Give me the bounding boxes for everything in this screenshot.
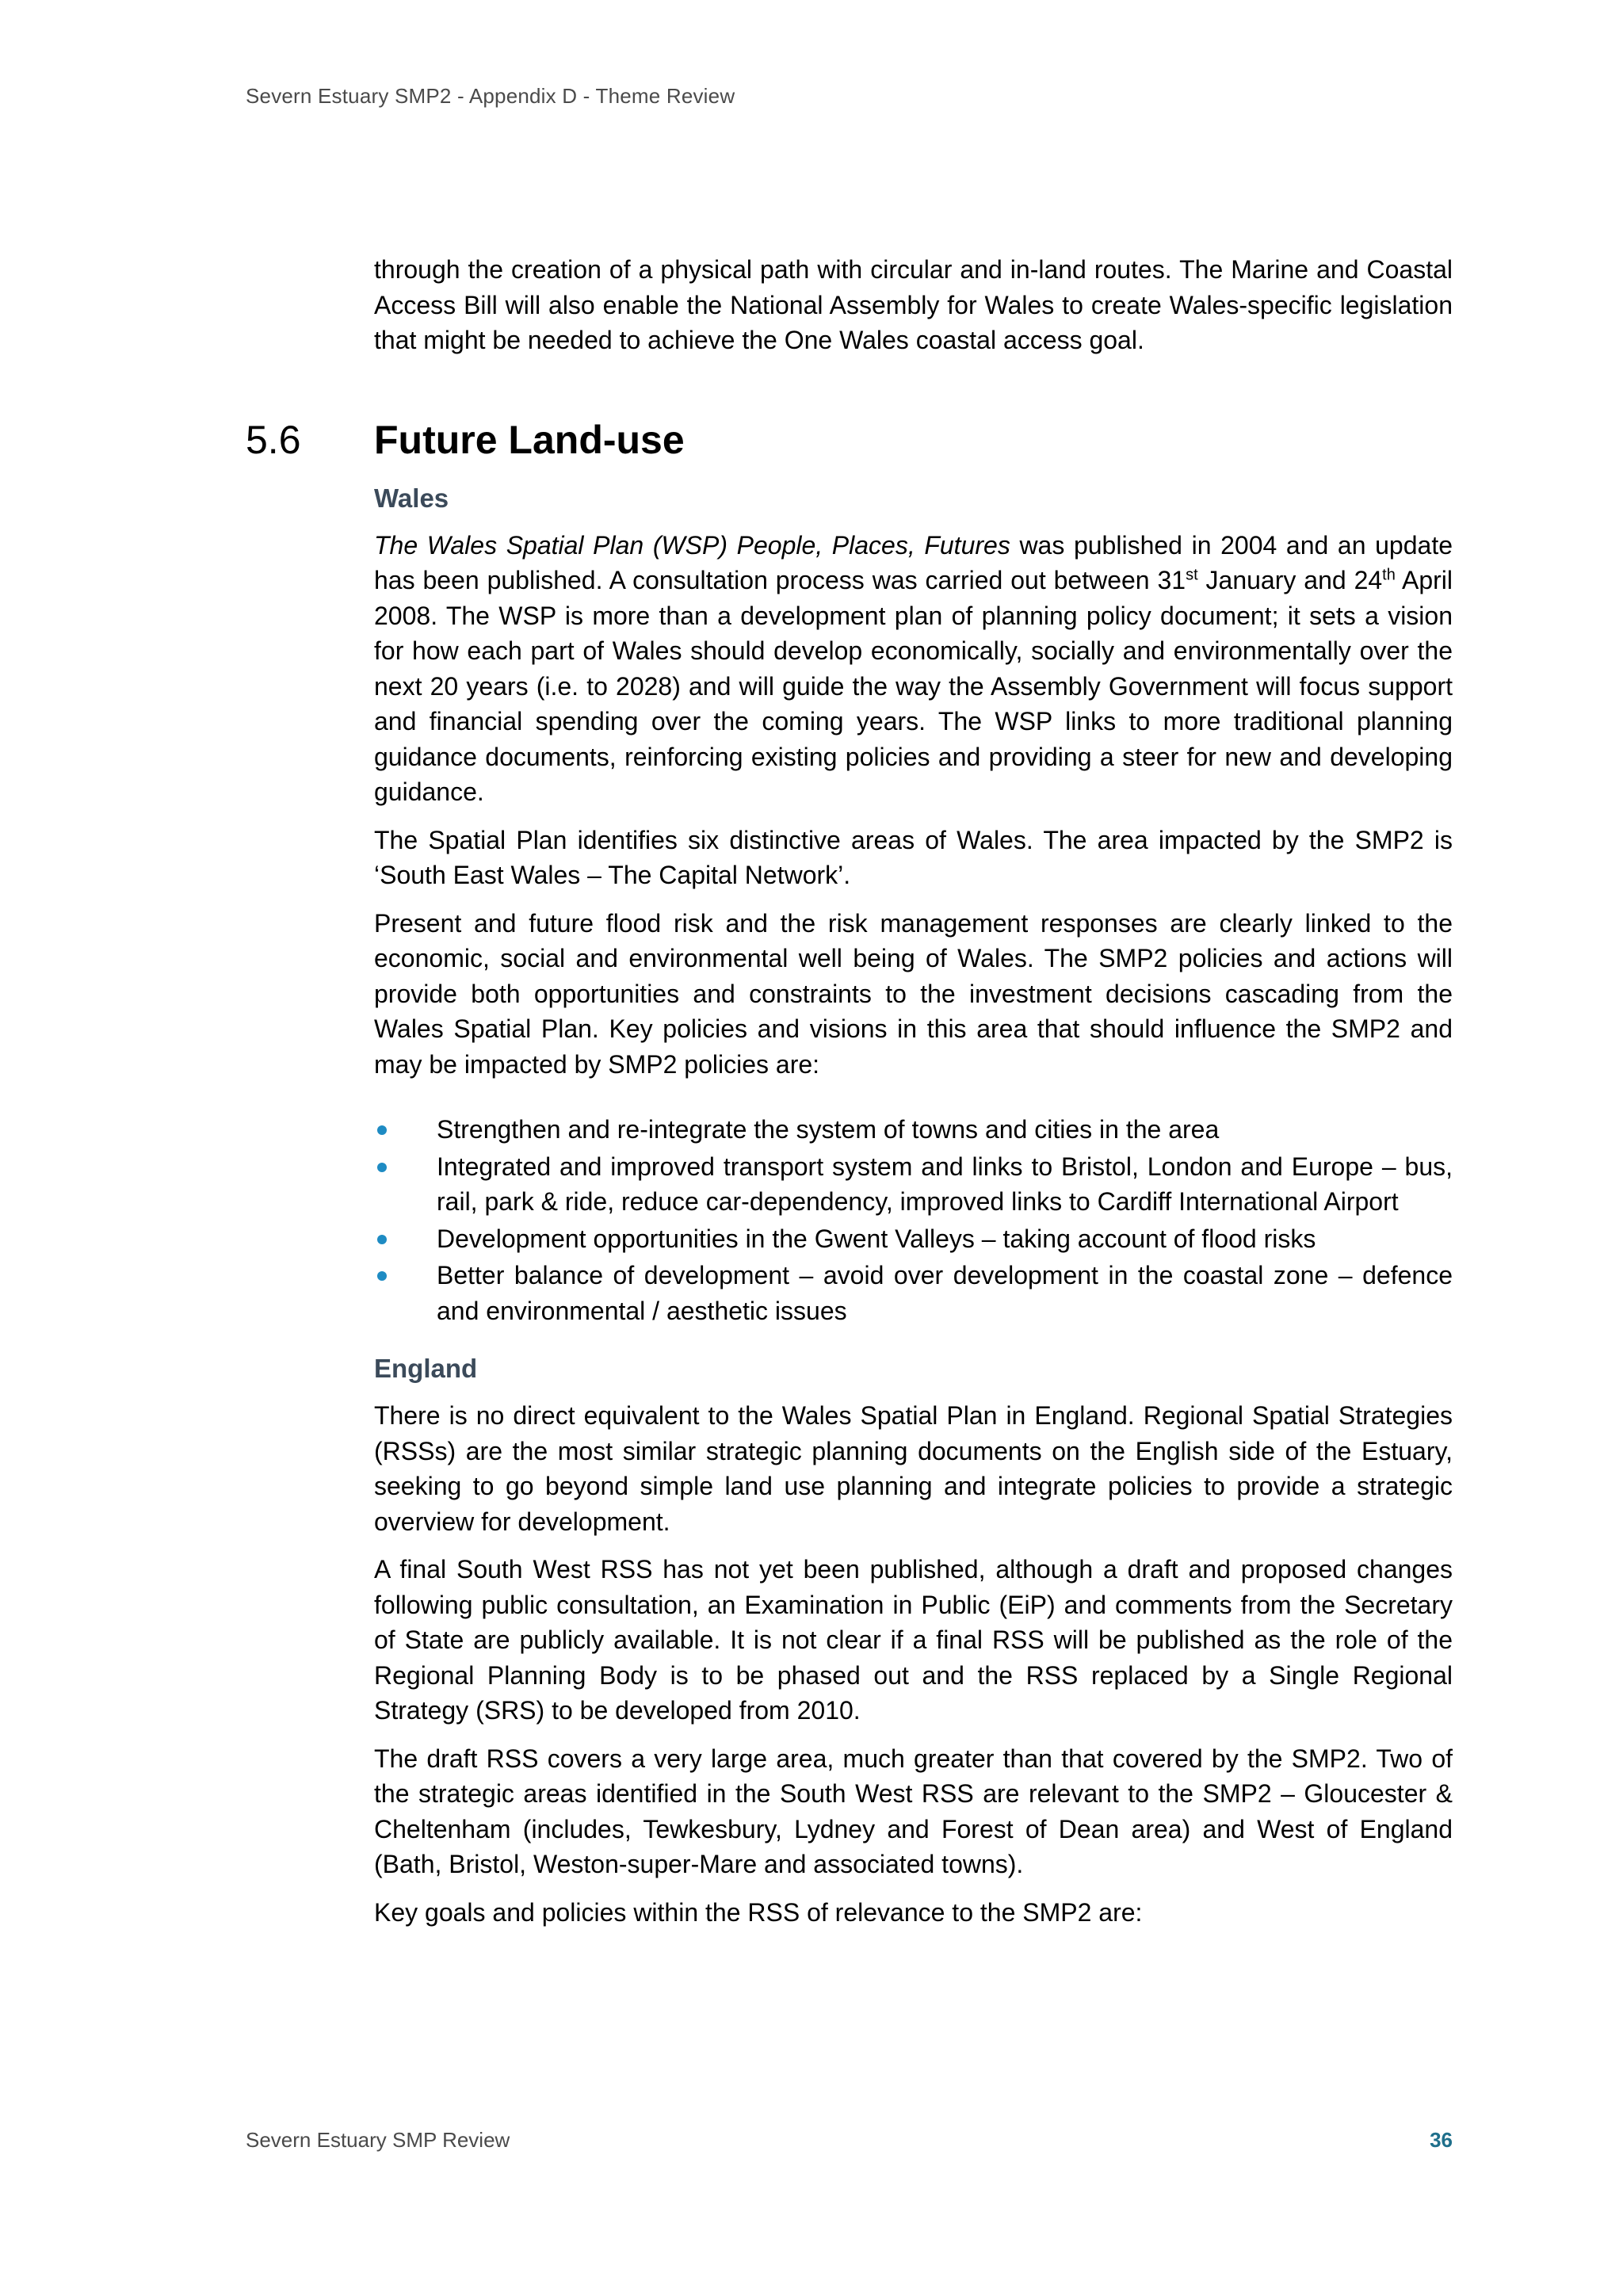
wsp-document-title: The Wales Spatial Plan (WSP) People, Places, Futures	[374, 530, 1010, 560]
section-heading	[246, 415, 1453, 464]
list-item-text: Integrated and improved transport system and links to Bristol, London and Europe – bus, rail, park & ride, reduce car-dependency, improved links to Cardiff International Airport	[437, 1152, 1453, 1216]
subheading-wales: Wales	[374, 483, 449, 513]
wales-p1-part-b: January and 24	[1197, 566, 1383, 594]
wales-p1-part-a: was published in 2004 and an update has been published. A consultation process was carried out between 31	[374, 530, 1453, 594]
wales-paragraph-1	[374, 528, 1453, 810]
wales-p1-part-c: April 2008. The WSP is more than a development plan of planning policy document; it sets a vision for how each part of Wales should develop economically, socially and environmentally over the next 20 years (i.e. to 2028) and will guide the way the Assembly Government will focus support and financial spending over the coming years. The WSP links to more traditional planning guidance documents, reinforcing existing policies and providing a steer for new and developing guidance.	[374, 566, 1453, 806]
bullet-icon	[377, 1163, 387, 1172]
section-number: 5.6	[246, 417, 301, 462]
list-item-text: Development opportunities in the Gwent Valleys – taking account of flood risks	[437, 1224, 1316, 1253]
subheading-england: England	[374, 1354, 478, 1383]
wales-paragraph-2: The Spatial Plan identifies six distinctive areas of Wales. The area impacted by the SMP2 is ‘South East Wales – The Capital Network’.	[374, 825, 1453, 889]
ordinal-st: st	[1186, 566, 1198, 584]
running-header: Severn Estuary SMP2 - Appendix D - Theme Review	[246, 84, 735, 108]
bullet-icon	[377, 1271, 387, 1281]
list-item	[374, 1149, 1453, 1220]
wales-paragraph-3: Present and future flood risk and the risk management responses are clearly linked to the economic, social and environmental well being of Wales. The SMP2 policies and actions will provide both opportunities and constraints to the investment decisions cascading from the Wales Spatial Plan. Key policies and visions in this area that should influence the SMP2 and may be impacted by SMP2 policies are:	[374, 908, 1453, 1079]
list-item-text: Strengthen and re-integrate the system of towns and cities in the area	[437, 1115, 1220, 1144]
england-paragraph-4: Key goals and policies within the RSS of relevance to the SMP2 are:	[374, 1897, 1143, 1927]
england-paragraph-1: There is no direct equivalent to the Wales Spatial Plan in England. Regional Spatial Strategies (RSSs) are the most similar strategic planning documents on the English side of the Estuary, seeking to go beyond simple land use planning and integrate policies to provide a strategic overview for development.	[374, 1401, 1453, 1536]
list-item-text: Better balance of development – avoid over development in the coastal zone – defence and environmental / aesthetic issues	[437, 1261, 1453, 1325]
bullet-icon	[377, 1125, 387, 1135]
list-item	[374, 1258, 1453, 1328]
list-item	[374, 1221, 1453, 1257]
bullet-icon	[377, 1235, 387, 1244]
intro-paragraph: through the creation of a physical path with circular and in-land routes. The Marine and Coastal Access Bill will also enable the National Assembly for Wales to create Wales-specific legislation that might be needed to achieve the One Wales coastal access goal.	[374, 255, 1453, 354]
page-content	[246, 252, 1453, 1943]
section-title: Future Land-use	[374, 417, 685, 462]
england-paragraph-2: A final South West RSS has not yet been published, although a draft and proposed changes following public consultation, an Examination in Public (EiP) and comments from the Secretary of State are publicly available. It is not clear if a final RSS will be published as the role of the Regional Planning Body is to be phased out and the RSS replaced by a Single Regional Strategy (SRS) to be developed from 2010.	[374, 1555, 1453, 1725]
wales-policy-list	[374, 1112, 1453, 1328]
page-number: 36	[1430, 2128, 1453, 2152]
running-footer: Severn Estuary SMP Review	[246, 2128, 510, 2152]
england-paragraph-3: The draft RSS covers a very large area, much greater than that covered by the SMP2. Two of the strategic areas identified in the South West RSS are relevant to the SMP2 – Gloucester & Cheltenham (includes, Tewkesbury, Lydney and Forest of Dean area) and West of England (Bath, Bristol, Weston-super-Mare and associated towns).	[374, 1744, 1453, 1878]
ordinal-th: th	[1382, 566, 1396, 584]
list-item	[374, 1112, 1453, 1148]
